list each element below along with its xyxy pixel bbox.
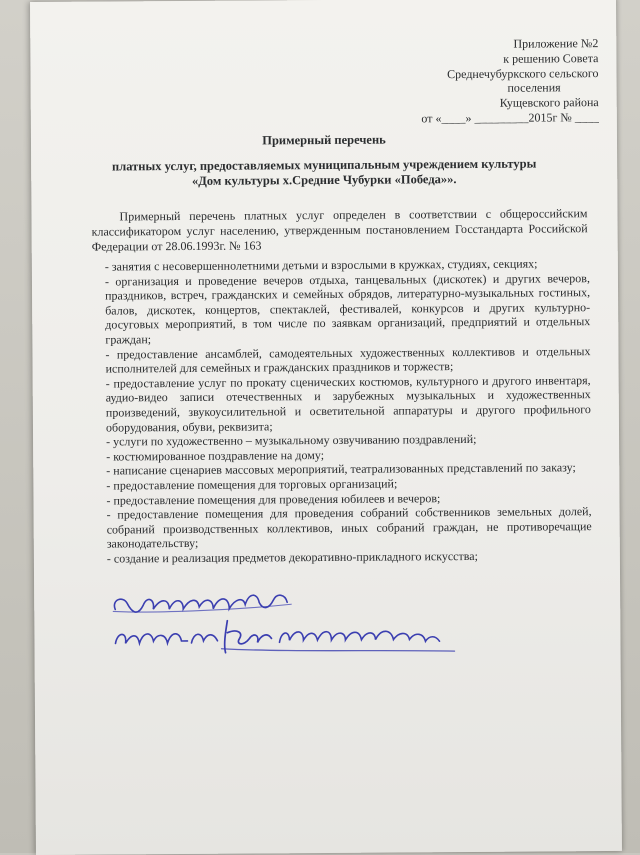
list-item: - предоставление услуг по прокату сценических костюмов, культурного и другого инвентаря, аудио-видео записи отечественных и зарубежных музыкальных и художественных произведений, звукоусилительной и осветительной аппаратуры и другого профильного оборудования, обуви, реквизита; [105, 372, 591, 435]
list-item: - предоставление помещения для проведения юбилеев и вечеров; [106, 490, 441, 508]
intro-paragraph: Примерный перечень платных услуг определен в соответствии с общероссийским классификатором услуг населению, утвержденным постановлением Госстандарта Российской Федерации от 28.06.1993г. № 163 [91, 206, 588, 254]
appendix-line: Приложение №2 [513, 36, 599, 51]
list-item: - предоставление помещения для торговых организаций; [106, 476, 398, 493]
document-subtitle [51, 156, 597, 190]
appendix-line: поселения [507, 80, 561, 96]
appendix-line: Кущевского района [499, 95, 599, 110]
appendix-header [368, 36, 599, 126]
list-item: - создание и реализация предметов декоративно-прикладного искусства; [106, 548, 478, 566]
handwritten-signature [109, 585, 470, 678]
list-item: - предоставление помещения для проведения собраний собственников земельных долей, собраний производственных коллективов, иных собраний граждан, не противоречащие законодательству; [106, 504, 592, 551]
signature-text-1: согласовано [109, 673, 115, 675]
list-item: - костюмированное поздравление на дому; [106, 447, 325, 464]
list-item: - организация и проведение вечеров отдыха, танцевальных (дискотек) и других вечеров, праздников, встреч, гражданских и семейных обрядов, литературно-музыкальных гостиных, балов, дискотек, концертов, спектаклей, фестивалей, конкурсов и других культурно-досуговых мероприятий, в том числе по заявкам организаций, предприятий и отдельных граждан; [104, 270, 591, 347]
document-page [30, 0, 622, 855]
list-item: - предоставление ансамблей, самодеятельных художественных коллективов и отдельных исполнителей для семейных и гражданских праздников и торжеств; [105, 343, 591, 376]
services-list [105, 256, 592, 566]
subtitle-line-2: «Дом культуры х.Средние Чубурки «Победа»». [191, 172, 457, 188]
list-item: - написание сценариев массовых мероприятий, театрализованных представлений по заказу; [106, 460, 576, 478]
list-item: - услуги по художественно – музыкальному озвучиванию поздравлений; [106, 432, 477, 449]
list-item: - занятия с несовершеннолетними детьми и взрослыми в кружках, студиях, секциях; [104, 256, 538, 274]
appendix-line: к решению Совета [503, 50, 599, 66]
appendix-date-line: от «____» _________2015г № ____ [421, 110, 599, 126]
document-title: Примерный перечень [262, 132, 386, 148]
signature-text-2: глава ст. Нач. МКертатьев [109, 675, 121, 677]
subtitle-line-1: платных услуг, предоставляемых муниципальным учреждением культуры [111, 156, 537, 174]
appendix-line: Среднечубуркского сельского [447, 65, 599, 81]
